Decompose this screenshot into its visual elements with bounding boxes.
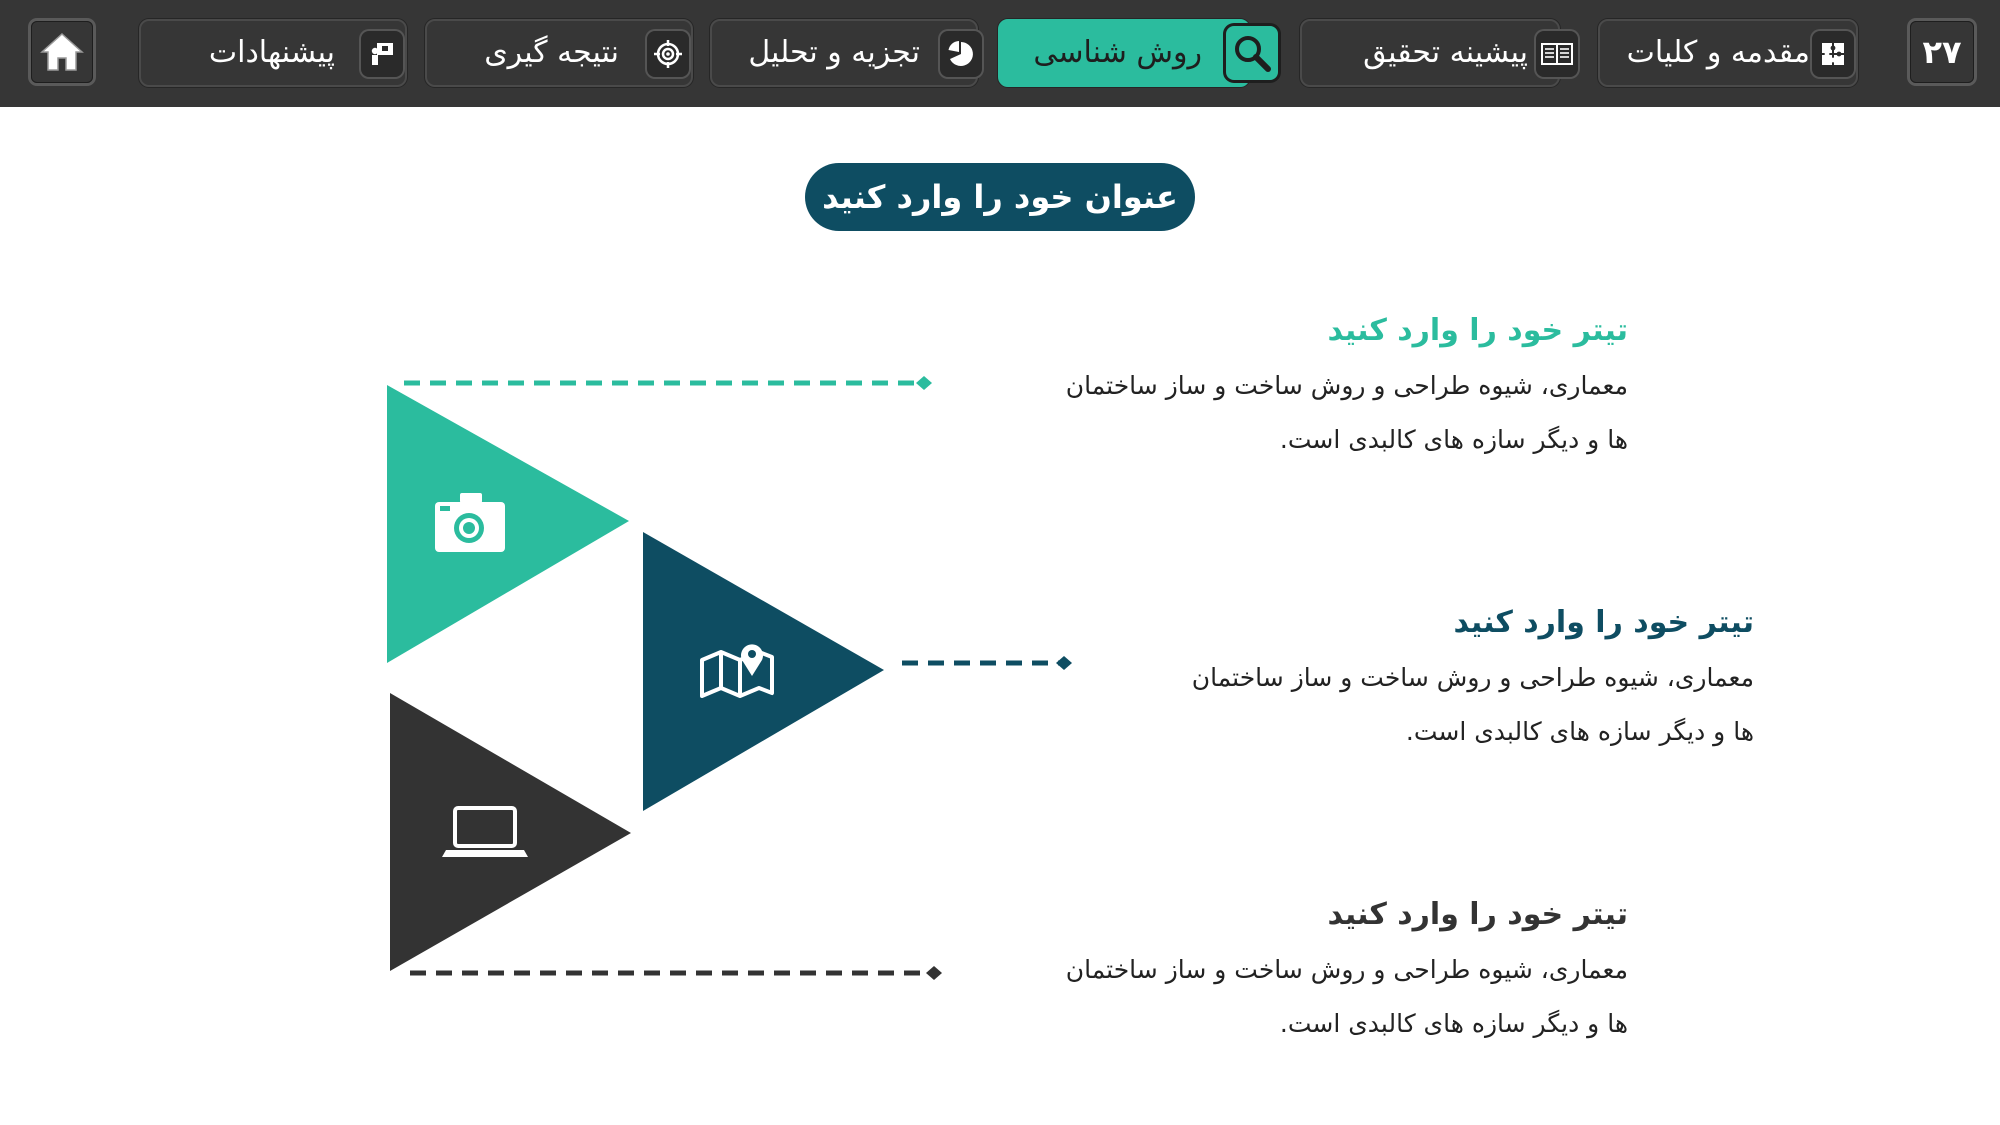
triangle-teal <box>387 385 629 663</box>
item-text-line-2: ها و دیگر سازه های کالبدی است. <box>1279 1009 1628 1038</box>
item-block-1 <box>1066 311 1628 467</box>
item-title: تیتر خود را وارد کنید <box>1327 313 1628 348</box>
item-block-2 <box>1192 603 1754 759</box>
item-block-3 <box>1066 895 1628 1051</box>
connector-line-2 <box>902 656 1072 670</box>
item-title: تیتر خود را وارد کنید <box>1453 605 1754 640</box>
tab-label: تجزیه و تحلیل <box>748 35 920 70</box>
connector-line-1 <box>404 376 932 390</box>
tab-label: پیشنهادات <box>208 35 335 70</box>
item-text-line-2: ها و دیگر سازه های کالبدی است. <box>1405 717 1754 746</box>
item-text-line-1: معماری، شیوه طراحی و روش ساخت و ساز ساختمان <box>1065 371 1628 400</box>
tab-label: پیشینه تحقیق <box>1363 35 1528 70</box>
triangle-dark-teal <box>643 532 884 811</box>
item-text-line-1: معماری، شیوه طراحی و روش ساخت و ساز ساختمان <box>1065 955 1628 984</box>
connector-line-3 <box>410 966 942 980</box>
tab-label: روش شناسی <box>1033 35 1202 70</box>
tab-label: مقدمه و کلیات <box>1626 35 1810 70</box>
item-text-line-2: ها و دیگر سازه های کالبدی است. <box>1279 425 1628 454</box>
item-text-line-1: معماری، شیوه طراحی و روش ساخت و ساز ساختمان <box>1191 663 1754 692</box>
triangle-charcoal <box>390 693 631 971</box>
tab-label: نتیجه گیری <box>484 35 619 70</box>
item-title: تیتر خود را وارد کنید <box>1327 897 1628 932</box>
slide-title-text: عنوان خود را وارد کنید <box>822 178 1178 216</box>
page-number: ۲۷ <box>1910 21 1974 83</box>
